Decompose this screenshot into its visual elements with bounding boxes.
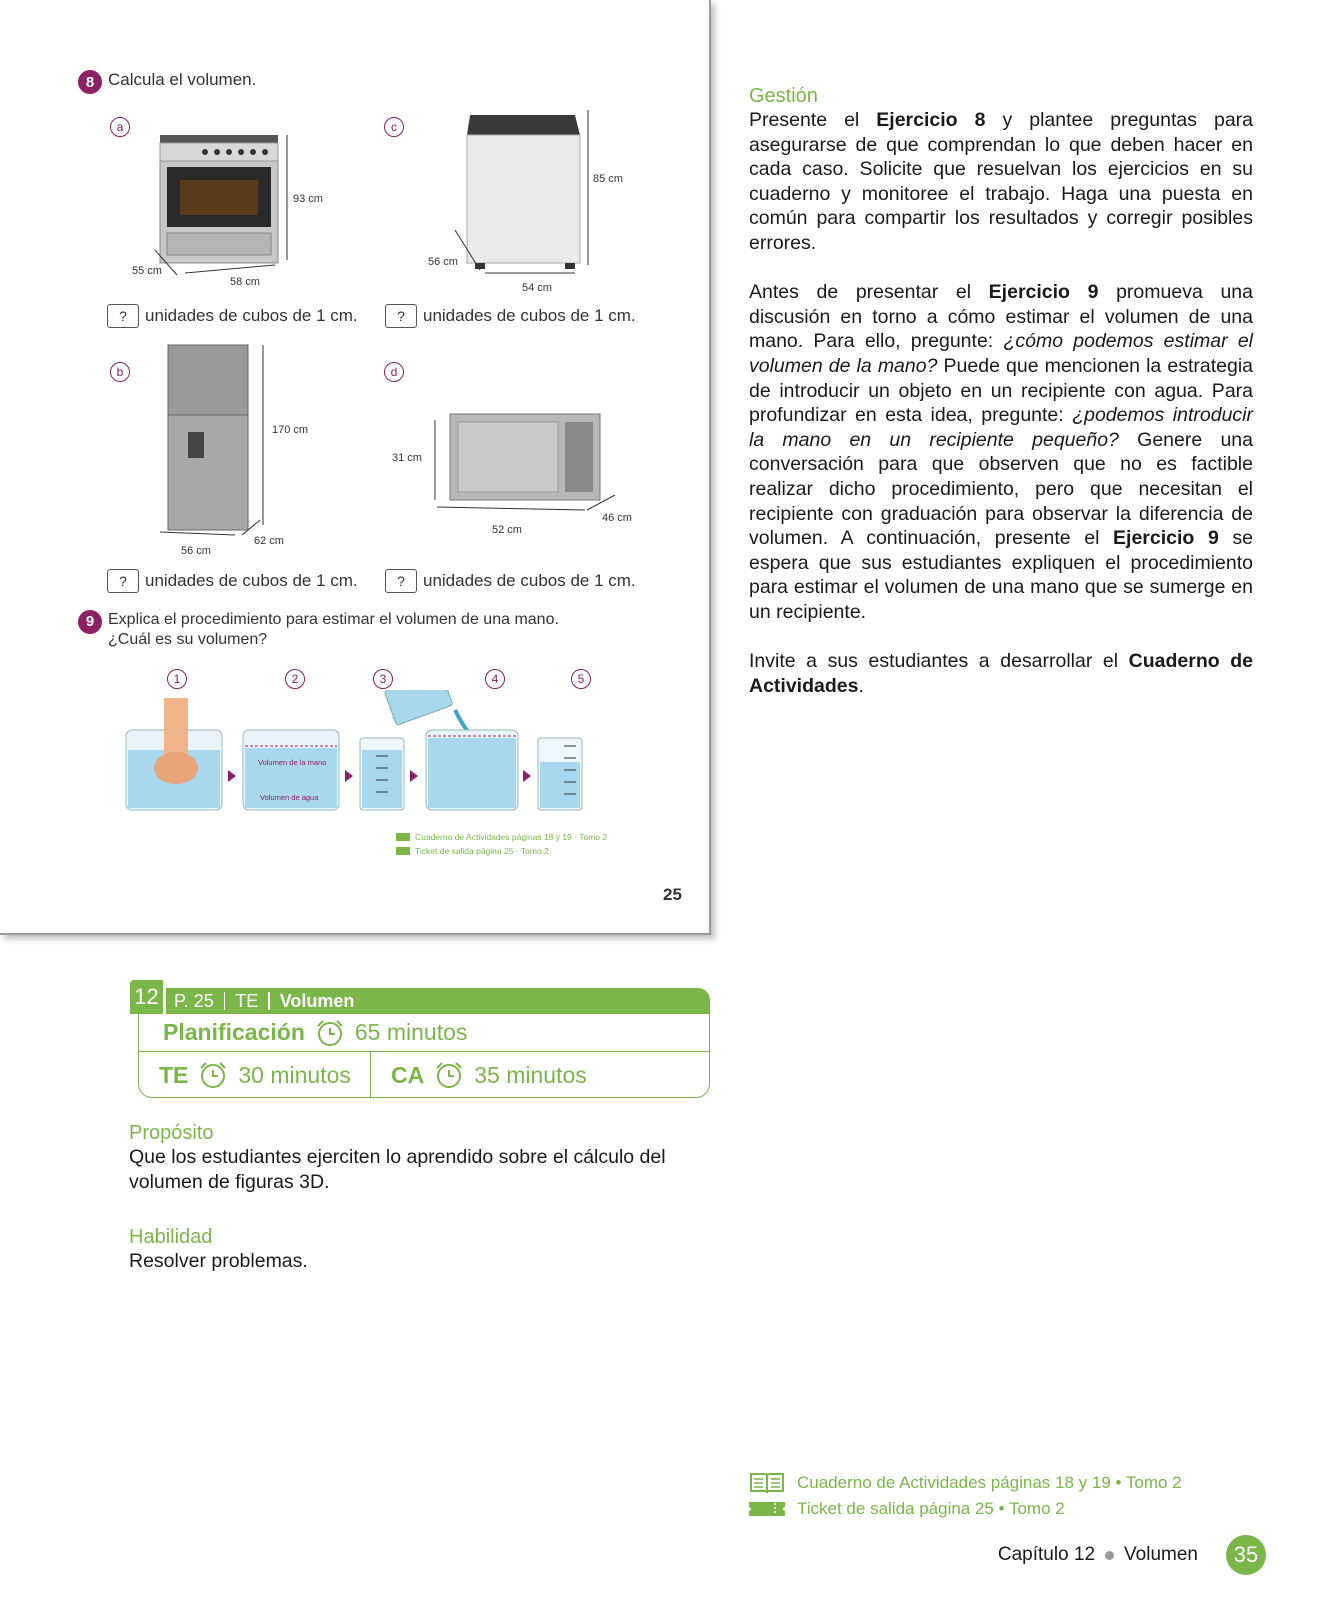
lesson-page-ref: P. 25 bbox=[174, 990, 214, 1011]
student-ref-cuaderno: Cuaderno de Actividades páginas 18 y 19 · Tomo 2 bbox=[415, 832, 608, 842]
item-a-width: 58 cm bbox=[230, 276, 260, 288]
ca-cell bbox=[371, 1052, 587, 1098]
exercise-9-line2: ¿Cuál es su volumen? bbox=[108, 631, 268, 648]
item-a-height: 93 cm bbox=[293, 193, 323, 205]
lesson-header-bar bbox=[166, 988, 710, 1014]
step-1-number: 1 bbox=[167, 669, 187, 689]
planning-label: Planificación bbox=[163, 1019, 305, 1045]
item-b-answer bbox=[107, 569, 358, 593]
book-icon-small bbox=[396, 833, 410, 841]
habilidad-section bbox=[129, 1226, 719, 1274]
lesson-info-box bbox=[130, 980, 710, 1098]
lesson-topic: Volumen bbox=[279, 990, 355, 1011]
ca-label: CA bbox=[391, 1061, 425, 1088]
step-4-number: 4 bbox=[485, 669, 505, 689]
item-c-width: 54 cm bbox=[522, 282, 552, 294]
habilidad-title: Habilidad bbox=[129, 1226, 213, 1248]
item-a-answer-box[interactable]: ? bbox=[107, 304, 139, 328]
microwave-illustration bbox=[425, 400, 625, 520]
te-time: 30 minutos bbox=[238, 1061, 351, 1088]
cuaderno-ref-row bbox=[749, 1470, 1182, 1496]
ticket-ref-text: Ticket de salida página 25 • Tomo 2 bbox=[797, 1499, 1065, 1518]
item-c-letter: c bbox=[384, 117, 404, 137]
exercise-9-heading bbox=[78, 610, 559, 650]
item-d-letter: d bbox=[384, 362, 404, 382]
footer-separator-dot bbox=[1105, 1551, 1114, 1560]
proposito-text: Que los estudiantes ejerciten lo aprendido sobre el cálculo del volumen de figuras 3D. bbox=[129, 1146, 666, 1193]
exercise-9-number: 9 bbox=[78, 610, 102, 634]
header-divider bbox=[268, 992, 270, 1010]
te-label: TE bbox=[159, 1061, 189, 1088]
item-b-letter: b bbox=[110, 362, 130, 382]
lesson-te-ref: TE bbox=[235, 990, 259, 1011]
step-2-number: 2 bbox=[285, 669, 305, 689]
ticket-icon bbox=[749, 1500, 785, 1518]
step-5-number: 5 bbox=[571, 669, 591, 689]
item-d-answer-text: unidades de cubos de 1 cm. bbox=[423, 571, 636, 590]
planning-time: 65 minutos bbox=[354, 1019, 468, 1045]
gestion-title: Gestión bbox=[749, 85, 818, 107]
proposito-title: Propósito bbox=[129, 1122, 214, 1144]
gestion-paragraph-2: Antes de presentar el Ejercicio 9 promueva una discusión en torno a cómo estimar el volumen de una mano. Para ello, pregunte: ¿cómo podemos estimar el volumen de la mano? Puede que mencionen la estrategia de introducir un objeto en un recipiente con agua. Para profundizar en esta idea, pregunte: ¿podemos introducir la mano en un recipiente pequeño? Genere una conversación para que observen que no es factible realizar dicho procedimiento, pero que necesitan el recipiente con graduación para observar la diferencia de volumen. A continuación, presente el Ejercicio 9 se espera que sus estudiantes expliquen el procedimiento para estimar el volumen de una mano que se sumerge en un recipiente. bbox=[749, 281, 1254, 623]
item-b-depth: 62 cm bbox=[254, 535, 284, 547]
item-c-height: 85 cm bbox=[593, 173, 623, 185]
te-cell bbox=[139, 1052, 371, 1098]
footer-topic: Volumen bbox=[1124, 1544, 1198, 1565]
student-page-thumbnail bbox=[0, 0, 711, 935]
refrigerator-illustration bbox=[160, 340, 280, 550]
gestion-paragraph-1: Presente el Ejercicio 8 y plantee preguntas para asegurarse de que comprendan lo que deben hacer en cada caso. Solicite que resuelvan los ejercicios en su cuaderno y monitoree el trabajo. Haga una puesta en común para compartir los resultados y corregir posibles errores. bbox=[749, 109, 1254, 254]
ticket-ref-row bbox=[749, 1496, 1182, 1522]
item-b-width: 56 cm bbox=[181, 545, 211, 557]
stove-illustration bbox=[125, 115, 305, 285]
item-d-answer-box[interactable]: ? bbox=[385, 569, 417, 593]
item-b-height: 170 cm bbox=[272, 424, 309, 436]
lesson-times-table bbox=[138, 1014, 710, 1098]
te-ca-row bbox=[139, 1052, 709, 1098]
item-d-answer bbox=[385, 569, 636, 593]
label-volume-water: Volumen de agua bbox=[260, 793, 319, 802]
lesson-number-badge: 12 bbox=[130, 980, 166, 1014]
item-a-depth: 55 cm bbox=[132, 265, 162, 277]
washing-machine-illustration bbox=[455, 105, 605, 285]
item-b-answer-text: unidades de cubos de 1 cm. bbox=[145, 571, 358, 590]
item-a-answer bbox=[107, 304, 358, 328]
hand-volume-procedure-illustration bbox=[120, 690, 610, 825]
item-c-answer bbox=[385, 304, 636, 328]
item-b-answer-box[interactable]: ? bbox=[107, 569, 139, 593]
exercise-9-line1: Explica el procedimiento para estimar el volumen de una mano. bbox=[108, 611, 559, 628]
step-3-number: 3 bbox=[373, 669, 393, 689]
label-volume-hand: Volumen de la mano bbox=[258, 758, 327, 767]
activity-references bbox=[749, 1470, 1182, 1522]
item-d-depth: 46 cm bbox=[602, 512, 632, 524]
cuaderno-ref-text: Cuaderno de Actividades páginas 18 y 19 • Tomo 2 bbox=[797, 1473, 1182, 1492]
item-d-height: 31 cm bbox=[392, 452, 422, 464]
planning-row bbox=[139, 1014, 709, 1052]
gestion-paragraph-3: Invite a sus estudiantes a desarrollar el Cuaderno de Actividades. bbox=[749, 650, 1253, 697]
student-page-refs bbox=[396, 830, 607, 858]
student-page-number: 25 bbox=[663, 885, 682, 904]
proposito-section bbox=[129, 1122, 719, 1194]
open-book-icon bbox=[749, 1471, 785, 1495]
alarm-clock-icon bbox=[198, 1061, 228, 1089]
exercise-8-number: 8 bbox=[78, 70, 102, 94]
item-c-depth: 56 cm bbox=[428, 256, 458, 268]
footer-chapter: Capítulo 12 bbox=[997, 1544, 1096, 1565]
item-a-answer-text: unidades de cubos de 1 cm. bbox=[145, 306, 358, 325]
exercise-8-heading bbox=[78, 70, 256, 94]
page-footer bbox=[998, 1535, 1266, 1575]
ca-time: 35 minutos bbox=[474, 1061, 587, 1088]
alarm-clock-icon bbox=[315, 1019, 345, 1047]
student-ref-ticket: Ticket de salida página 25 · Tomo 2 bbox=[415, 846, 549, 856]
habilidad-text: Resolver problemas. bbox=[129, 1250, 308, 1272]
alarm-clock-icon bbox=[434, 1061, 464, 1089]
exercise-8-title: Calcula el volumen. bbox=[108, 70, 257, 89]
header-divider bbox=[224, 992, 226, 1010]
ticket-icon-small bbox=[396, 847, 410, 855]
gestion-section bbox=[749, 85, 1253, 723]
item-c-answer-box[interactable]: ? bbox=[385, 304, 417, 328]
item-d-width: 52 cm bbox=[492, 524, 522, 536]
item-a-letter: a bbox=[110, 117, 130, 137]
item-c-answer-text: unidades de cubos de 1 cm. bbox=[423, 306, 636, 325]
footer-page-number: 35 bbox=[1226, 1535, 1266, 1575]
